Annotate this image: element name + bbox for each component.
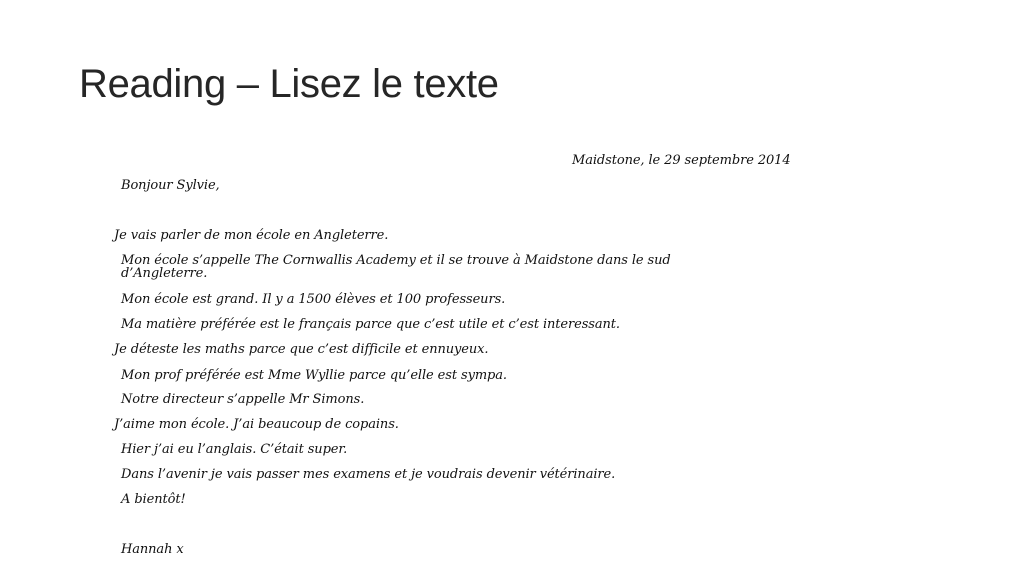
letter-line: Notre directeur s’appelle Mr Simons. xyxy=(121,392,365,407)
letter-line: Mon école s’appelle The Cornwallis Academy et il se trouve à Maidstone dans le sud d’Angleterre. xyxy=(121,253,671,281)
letter-line: Mon école est grand. Il y a 1500 élèves et 100 professeurs. xyxy=(121,292,506,307)
slide-title: Reading – Lisez le texte xyxy=(79,62,499,106)
letter-line: Dans l’avenir je vais passer mes examens et je voudrais devenir vétérinaire. xyxy=(121,467,616,482)
letter-signature: Hannah x xyxy=(121,542,184,557)
letter-line: J’aime mon école. J’ai beaucoup de copains. xyxy=(114,417,399,432)
letter-line: A bientôt! xyxy=(121,492,186,507)
letter-line: Je vais parler de mon école en Angleterre. xyxy=(114,228,389,243)
letter-greeting: Bonjour Sylvie, xyxy=(121,178,220,193)
letter-line: Mon prof préférée est Mme Wyllie parce qu’elle est sympa. xyxy=(121,368,507,383)
letter-line: Ma matière préférée est le français parce que c’est utile et c’est interessant. xyxy=(121,317,620,332)
letter-date-line: Maidstone, le 29 septembre 2014 xyxy=(572,153,791,168)
letter-line: Je déteste les maths parce que c’est difficile et ennuyeux. xyxy=(114,342,489,357)
letter-line: Hier j’ai eu l’anglais. C’était super. xyxy=(121,442,348,457)
